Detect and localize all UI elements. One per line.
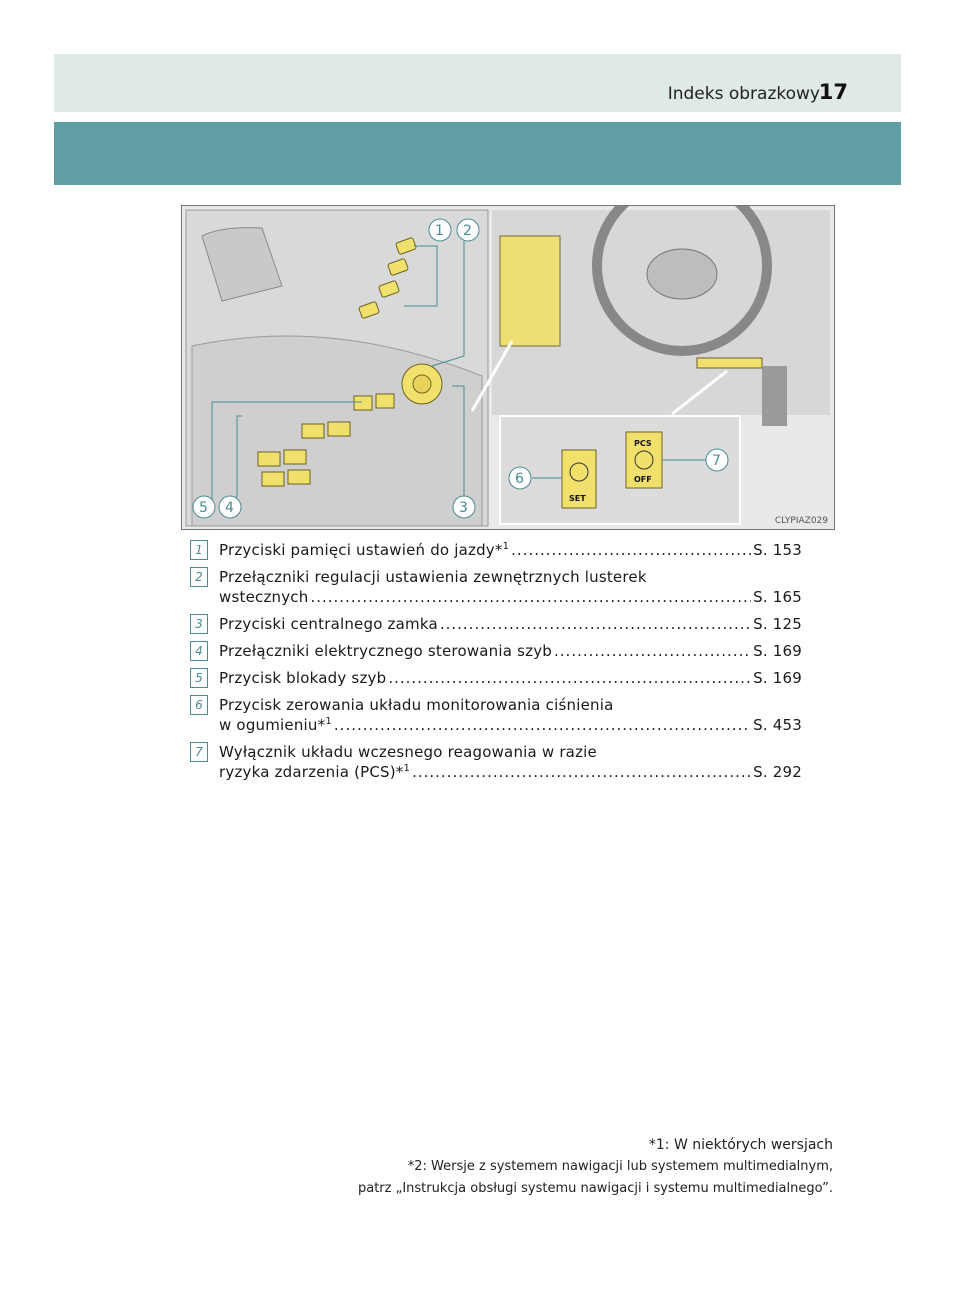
item-line <box>219 614 802 634</box>
callout-4-label: 4 <box>225 500 234 516</box>
cockpit-illustration <box>182 206 834 529</box>
item-text <box>219 762 410 782</box>
item-text <box>219 641 552 661</box>
section-bar <box>54 122 901 185</box>
switch-inset <box>500 416 740 524</box>
item-text <box>219 567 647 587</box>
window-switch-5 <box>262 472 284 486</box>
item-text-main: Przycisk blokady szyb <box>219 669 387 687</box>
item-number-badge: 5 <box>190 668 208 688</box>
item-text-main: Przyciski centralnego zamka <box>219 615 438 633</box>
mirror-knob <box>413 375 431 393</box>
callout-7-label: 7 <box>712 453 721 469</box>
steering-hub <box>647 249 717 299</box>
footnote-2-text: : Wersje z systemem nawigacji lub systemem multimedialnym, <box>422 1159 833 1174</box>
page-number: 17 <box>818 80 848 104</box>
window-switch-1 <box>302 424 324 438</box>
list-item <box>190 641 802 661</box>
off-label: OFF <box>634 475 652 484</box>
window-switch-2 <box>328 422 350 436</box>
door-highlight <box>500 236 560 346</box>
dot-leader <box>554 641 751 661</box>
footnote-marker: 1 <box>502 541 510 552</box>
item-line <box>219 715 802 735</box>
lock-button-1 <box>354 396 372 410</box>
item-text-main: Wyłącznik układu wczesnego reagowania w razie <box>219 743 597 761</box>
window-switch-6 <box>288 470 310 484</box>
item-text <box>219 587 308 607</box>
item-number-badge: 2 <box>190 567 208 587</box>
footnote-1-text: : W niektórych wersjach <box>664 1137 833 1153</box>
illustration-figure <box>181 205 835 530</box>
item-line <box>219 695 802 715</box>
dot-leader <box>310 587 751 607</box>
callout-5-label: 5 <box>199 500 208 516</box>
item-text-main: Przełączniki elektrycznego sterowania szyb <box>219 642 553 660</box>
dot-leader <box>334 715 751 735</box>
item-text-main: Przycisk zerowania układu monitorowania ciśnienia <box>219 696 614 714</box>
page-reference: S. 153 <box>753 541 802 559</box>
item-line <box>219 567 802 587</box>
lock-button-2 <box>376 394 394 408</box>
window-switch-3 <box>258 452 280 466</box>
item-text <box>219 614 438 634</box>
item-line <box>219 762 802 782</box>
item-line <box>219 540 802 560</box>
item-text <box>219 742 597 762</box>
item-text-main: w ogumieniu* <box>219 716 326 734</box>
item-line <box>219 641 802 661</box>
item-line <box>219 587 802 607</box>
item-text-main: Przełączniki regulacji ustawienia zewnętrznych lusterek <box>219 568 647 586</box>
figure-code: CLYPIAZ029 <box>774 516 828 526</box>
footnote-marker: 1 <box>325 716 332 727</box>
item-text <box>219 540 509 560</box>
footnotes <box>358 1134 833 1200</box>
page-reference: S. 165 <box>753 588 802 606</box>
callout-3-label: 3 <box>459 500 468 516</box>
item-text-main: Przyciski pamięci ustawień do jazdy* <box>219 541 503 559</box>
footnote-1-mark: *1 <box>648 1137 665 1153</box>
item-line <box>219 742 802 762</box>
item-line <box>219 668 802 688</box>
item-text <box>219 668 386 688</box>
list-item <box>190 742 802 782</box>
pcs-label: PCS <box>634 439 652 448</box>
item-text <box>219 695 613 715</box>
list-item <box>190 668 802 688</box>
pedal <box>762 366 787 426</box>
item-number-badge: 3 <box>190 614 208 634</box>
dot-leader <box>511 540 751 560</box>
page-reference: S. 169 <box>753 669 802 687</box>
item-number-badge: 7 <box>190 742 208 762</box>
item-text <box>219 715 332 735</box>
item-number-badge: 1 <box>190 540 208 560</box>
callout-6-label: 6 <box>515 471 524 487</box>
footnote-marker: 1 <box>403 763 411 774</box>
window-switch-4 <box>284 450 306 464</box>
dot-leader <box>388 668 751 688</box>
set-label: SET <box>569 494 586 503</box>
callout-2-label: 2 <box>463 223 472 239</box>
list-item <box>190 540 802 560</box>
dot-leader <box>440 614 751 634</box>
callout-1-label: 1 <box>435 223 444 239</box>
footnote-3-text: patrz „Instrukcja obsługi systemu nawigacji i systemu multimedialnego”. <box>357 1181 833 1196</box>
dot-leader <box>412 762 751 782</box>
page-reference: S. 125 <box>753 615 802 633</box>
page-reference: S. 453 <box>753 716 802 734</box>
page-header-title: Indeks obrazkowy <box>667 84 820 104</box>
page-reference: S. 292 <box>753 763 802 781</box>
reference-list <box>190 540 802 789</box>
list-item <box>190 614 802 634</box>
list-item <box>190 567 802 607</box>
item-text-main: ryzyka zdarzenia (PCS)* <box>219 763 404 781</box>
footnote-2-mark: *2 <box>407 1159 423 1174</box>
item-number-badge: 6 <box>190 695 208 715</box>
page-reference: S. 169 <box>753 642 802 660</box>
item-number-badge: 4 <box>190 641 208 661</box>
item-text-main: wstecznych <box>219 588 309 606</box>
list-item <box>190 695 802 735</box>
lower-panel-highlight <box>697 358 762 368</box>
